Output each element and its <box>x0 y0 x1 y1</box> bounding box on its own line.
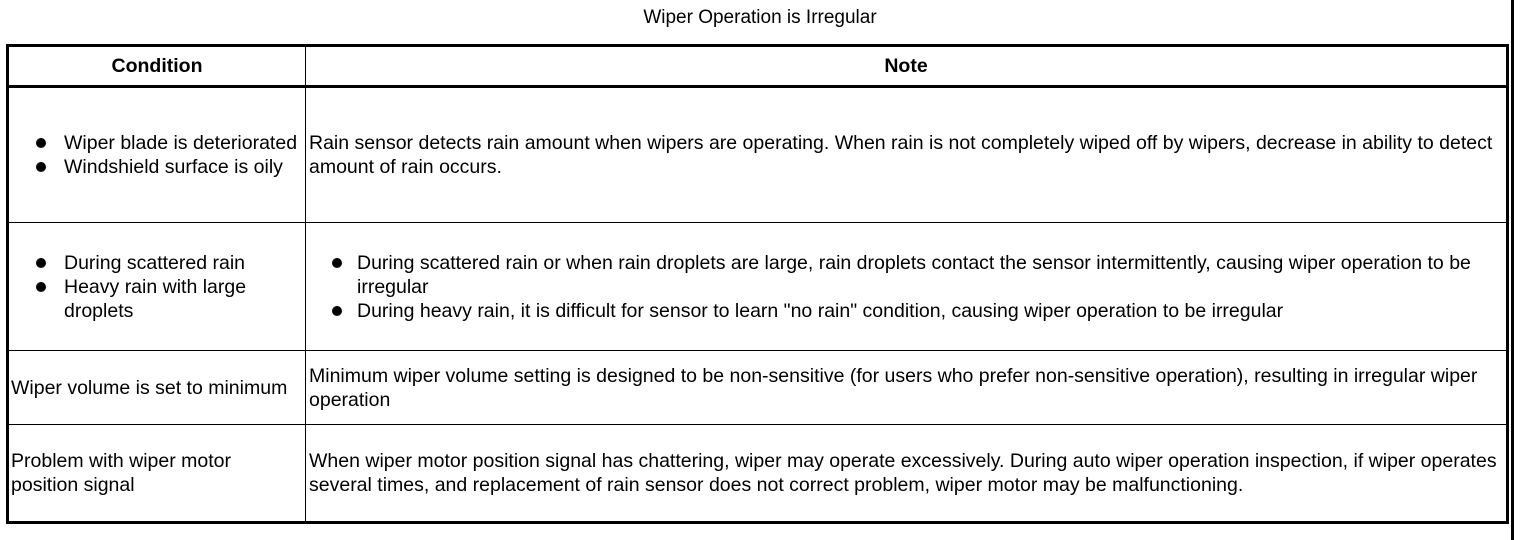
condition-cell <box>8 351 306 425</box>
condition-list <box>11 131 301 179</box>
condition-cell <box>8 425 306 523</box>
note-item: During heavy rain, it is difficult for sensor to learn "no rain" condition, causing wiper operation to be irregular <box>309 299 1502 323</box>
note-cell <box>306 351 1508 425</box>
condition-item: During scattered rain <box>11 251 301 275</box>
note-text: When wiper motor position signal has chattering, wiper may operate excessively. During auto wiper operation inspection, if wiper operates several times, and replacement of rain sensor does not correct problem, wiper motor may be malfunctioning. <box>309 450 1497 496</box>
condition-cell <box>8 87 306 223</box>
condition-text: Problem with wiper motor position signal <box>11 450 231 496</box>
note-cell <box>306 223 1508 351</box>
table-row <box>8 223 1508 351</box>
table-row <box>8 351 1508 425</box>
table-header-row <box>8 46 1508 87</box>
note-text: Minimum wiper volume setting is designed to be non-sensitive (for users who prefer non-sensitive operation), resulting in irregular wiper operation <box>309 364 1478 411</box>
condition-text: Wiper volume is set to minimum <box>11 376 288 399</box>
condition-item: Windshield surface is oily <box>11 155 301 179</box>
note-cell <box>306 87 1508 223</box>
condition-list <box>11 251 301 323</box>
condition-cell <box>8 223 306 351</box>
condition-item: Wiper blade is deteriorated <box>11 131 301 155</box>
condition-item: Heavy rain with large droplets <box>11 275 301 323</box>
header-condition: Condition <box>8 46 306 87</box>
page-edge-rule <box>1511 0 1514 540</box>
table-row <box>8 87 1508 223</box>
note-item: During scattered rain or when rain droplets are large, rain droplets contact the sensor intermittently, causing wiper operation to be irregular <box>309 251 1502 299</box>
note-text: Rain sensor detects rain amount when wipers are operating. When rain is not completely wiped off by wipers, decrease in ability to detect amount of rain occurs. <box>309 132 1493 178</box>
wiper-irregular-table <box>6 44 1509 524</box>
table-row <box>8 425 1508 523</box>
note-list <box>309 251 1502 323</box>
note-cell <box>306 425 1508 523</box>
document-title: Wiper Operation is Irregular <box>643 7 877 28</box>
header-note: Note <box>306 46 1508 87</box>
